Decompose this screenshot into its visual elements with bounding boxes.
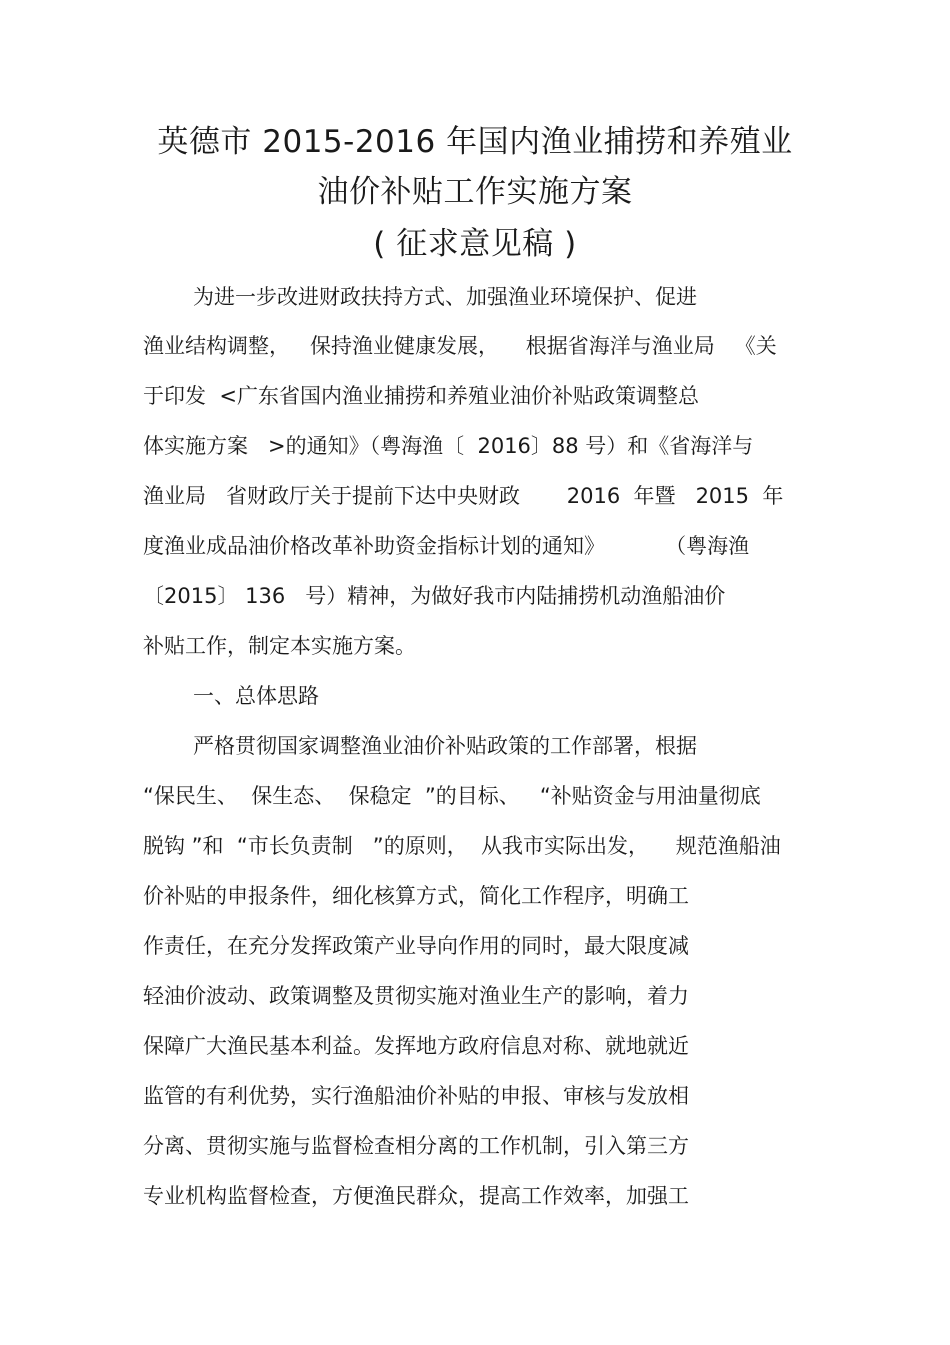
title-line-3: ( 征求意见稿 ): [373, 226, 577, 262]
paragraph-line: 补贴工作，制定本实施方案。: [143, 634, 416, 658]
paragraph-line: 渔业结构调整， 保持渔业健康发展， 根据省海洋与渔业局 《关: [143, 334, 777, 358]
paragraph-line: 价补贴的申报条件，细化核算方式，简化工作程序，明确工: [143, 884, 689, 908]
paragraph-line: 体实施方案 >的通知》（粤海渔〔 2016〕88 号）和《省海洋与: [143, 434, 754, 458]
paragraph-line: 〔2015〕 136 号）精神，为做好我市内陆捕捞机动渔船油价: [143, 584, 726, 608]
paragraph-line: 度渔业成品油价格改革补助资金指标计划的通知》 （粤海渔: [143, 534, 750, 558]
paragraph-line: 于印发 <广东省国内渔业捕捞和养殖业油价补贴政策调整总: [143, 384, 699, 408]
paragraph-line: 作责任，在充分发挥政策产业导向作用的同时，最大限度减: [143, 934, 689, 958]
title-line-1: 英德市 2015-2016 年国内渔业捕捞和养殖业: [157, 124, 793, 160]
paragraph-line: “保民生、 保生态、 保稳定 ”的目标、 “补贴资金与用油量彻底: [143, 784, 761, 808]
paragraph-line: 脱钩 ”和 “市长负责制 ”的原则， 从我市实际出发， 规范渔船油: [143, 834, 781, 858]
paragraph-line: 保障广大渔民基本利益。发挥地方政府信息对称、就地就近: [143, 1034, 689, 1058]
title-line-2: 油价补贴工作实施方案: [317, 174, 633, 210]
paragraph-line: 严格贯彻国家调整渔业油价补贴政策的工作部署，根据: [193, 734, 697, 758]
paragraph-line: 分离、贯彻实施与监督检查相分离的工作机制，引入第三方: [143, 1134, 689, 1158]
paragraph-line: 专业机构监督检查，方便渔民群众，提高工作效率，加强工: [143, 1184, 689, 1208]
section-heading: 一、总体思路: [193, 684, 319, 708]
paragraph-line: 渔业局 省财政厅关于提前下达中央财政 2016 年暨 2015 年: [143, 484, 784, 508]
paragraph-line: 监管的有利优势，实行渔船油价补贴的申报、审核与发放相: [143, 1084, 689, 1108]
paragraph-line: 为进一步改进财政扶持方式、加强渔业环境保护、促进: [193, 285, 697, 309]
paragraph-line: 轻油价波动、政策调整及贯彻实施对渔业生产的影响，着力: [143, 984, 689, 1008]
